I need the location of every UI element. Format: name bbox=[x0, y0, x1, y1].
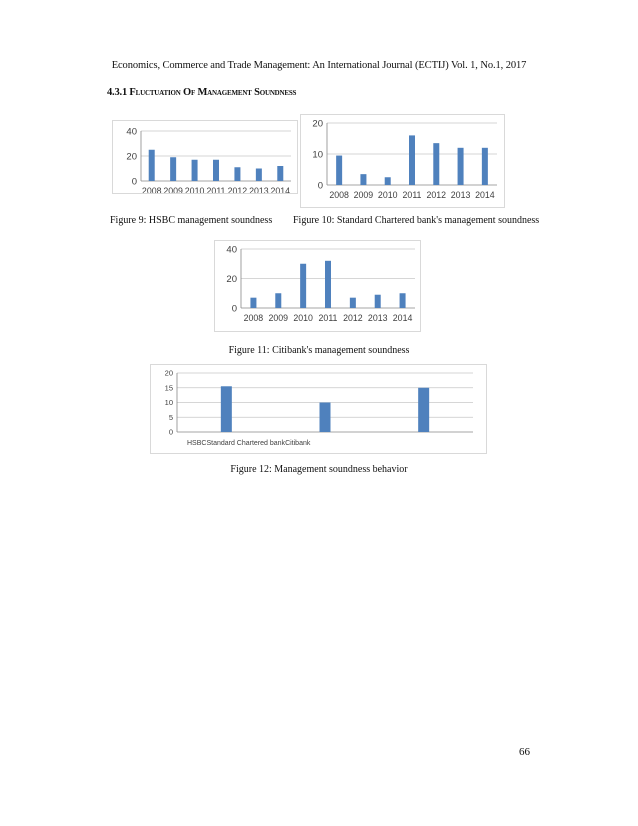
chart-fig10-svg bbox=[301, 115, 504, 207]
y-tick-label: 0 bbox=[131, 176, 137, 188]
y-tick-label: 20 bbox=[126, 151, 137, 163]
x-tick-label: 2009 bbox=[163, 186, 183, 193]
bar bbox=[221, 386, 232, 432]
bar bbox=[325, 261, 331, 308]
bar bbox=[409, 135, 415, 185]
bar bbox=[300, 264, 306, 308]
figure-10-caption: Figure 10: Standard Chartered bank's management soundness bbox=[293, 215, 540, 226]
bar bbox=[400, 293, 406, 308]
y-tick-label: 0 bbox=[231, 303, 237, 315]
bar bbox=[418, 388, 429, 432]
bar bbox=[385, 177, 391, 185]
figure-9-caption: Figure 9: HSBC management soundness bbox=[110, 215, 273, 226]
y-tick-label: 40 bbox=[126, 126, 137, 138]
bar bbox=[192, 160, 198, 181]
x-tick-label: 2014 bbox=[392, 313, 413, 323]
y-tick-label: 20 bbox=[226, 273, 237, 285]
x-tick-label: 2011 bbox=[206, 186, 226, 193]
x-tick-label: Citibank bbox=[285, 440, 311, 447]
journal-header: Economics, Commerce and Trade Management: An International Journal (ECTIJ) Vol. 1, No.1, 2017 bbox=[111, 60, 527, 71]
y-tick-label: 10 bbox=[312, 149, 323, 161]
y-tick-label: 5 bbox=[168, 412, 173, 422]
bar bbox=[275, 293, 281, 308]
x-tick-label: 2011 bbox=[318, 313, 338, 323]
page-number: 66 bbox=[519, 746, 530, 758]
figure-11-caption: Figure 11: Citibank's management soundness bbox=[228, 345, 410, 356]
chart-fig9-svg bbox=[113, 121, 297, 193]
x-tick-label: 2008 bbox=[141, 186, 162, 193]
x-tick-label: 2011 bbox=[402, 190, 422, 200]
x-tick-label: 2013 bbox=[450, 190, 471, 200]
y-tick-label: 0 bbox=[168, 427, 173, 437]
x-tick-label: 2008 bbox=[329, 190, 349, 200]
x-tick-label: 2008 bbox=[243, 313, 264, 323]
bar bbox=[458, 148, 464, 185]
bar bbox=[277, 166, 283, 181]
x-tick-label: 2010 bbox=[293, 313, 313, 323]
y-tick-label: 20 bbox=[312, 118, 323, 130]
figure-12-caption: Figure 12: Management soundness behavior bbox=[230, 464, 408, 475]
x-tick-label: 2013 bbox=[367, 313, 388, 323]
x-tick-label: 2009 bbox=[353, 190, 374, 200]
chart-fig11 bbox=[214, 240, 421, 332]
y-tick-label: 20 bbox=[164, 368, 173, 378]
x-tick-label: Standard Chartered bank bbox=[206, 440, 286, 447]
bar bbox=[433, 143, 439, 185]
chart-fig10 bbox=[300, 114, 505, 208]
x-tick-label: 2013 bbox=[249, 186, 269, 193]
x-tick-label: 2010 bbox=[184, 186, 205, 193]
bar bbox=[375, 295, 381, 308]
bar bbox=[234, 167, 240, 181]
bar bbox=[149, 150, 155, 181]
chart-fig9 bbox=[112, 120, 298, 194]
y-tick-label: 15 bbox=[164, 383, 173, 393]
bar bbox=[482, 148, 488, 185]
y-tick-label: 10 bbox=[164, 398, 173, 408]
bar bbox=[350, 298, 356, 308]
x-tick-label: 2012 bbox=[227, 186, 248, 193]
chart-fig11-svg bbox=[215, 241, 420, 331]
bar bbox=[256, 169, 262, 182]
x-tick-label: 2012 bbox=[343, 313, 363, 323]
x-tick-label: 2014 bbox=[270, 186, 291, 193]
section-title: 4.3.1 Fluctuation Of Management Soundness bbox=[107, 87, 297, 98]
bar bbox=[213, 160, 219, 181]
x-tick-label: 2014 bbox=[475, 190, 495, 200]
y-tick-label: 0 bbox=[317, 180, 323, 192]
x-tick-label: 2010 bbox=[377, 190, 398, 200]
bar bbox=[320, 403, 331, 433]
x-tick-label: 2012 bbox=[426, 190, 447, 200]
bar bbox=[250, 298, 256, 308]
bar bbox=[360, 174, 366, 185]
x-tick-label: HSBC bbox=[187, 440, 207, 447]
bar bbox=[336, 156, 342, 185]
y-tick-label: 40 bbox=[226, 244, 237, 256]
chart-fig12 bbox=[150, 364, 487, 454]
x-tick-label: 2009 bbox=[268, 313, 289, 323]
chart-fig12-svg bbox=[151, 365, 486, 453]
bar bbox=[170, 157, 176, 181]
